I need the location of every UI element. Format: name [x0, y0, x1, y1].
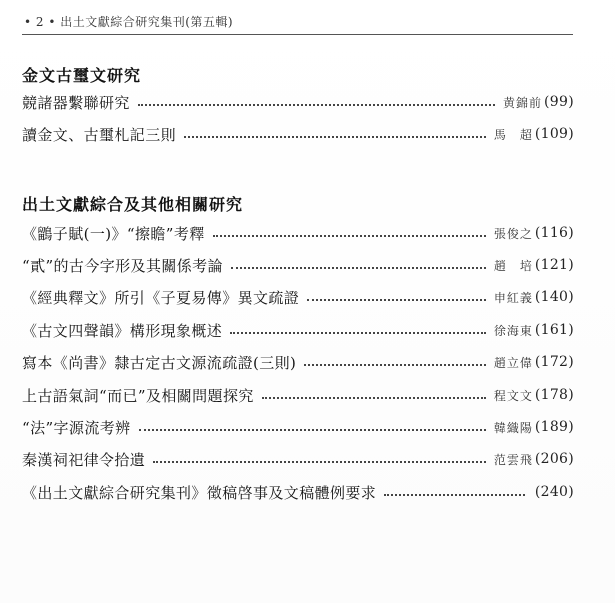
- entry-page: (178): [534, 387, 574, 403]
- entry-author: 程文文: [493, 388, 533, 403]
- entry-title: 《古文四聲韻》構形現象概述: [22, 321, 223, 340]
- dot-leader: [384, 494, 525, 496]
- entry-page: (116): [534, 225, 574, 241]
- entry-page: (240): [534, 484, 574, 500]
- entry-page: (109): [534, 126, 574, 142]
- dot-leader: [230, 332, 486, 334]
- dot-leader: [138, 104, 495, 106]
- header-rule: [22, 34, 573, 35]
- entry-title: 《鶹子賦(一)》“擦瞻”考釋: [22, 224, 205, 243]
- entry-title: 上古語氣詞“而已”及相關問題探究: [22, 386, 254, 405]
- entry-title: “貳”的古今字形及其關係考論: [22, 256, 223, 275]
- entry-author: 趙 培: [493, 258, 533, 273]
- entry-page: (121): [534, 257, 574, 273]
- entry-page: (206): [534, 451, 574, 467]
- toc-entry[interactable]: [22, 383, 574, 407]
- entry-page: (99): [544, 94, 574, 110]
- entry-title: 《出土文獻綜合研究集刊》徵稿啓事及文稿體例要求: [22, 483, 377, 502]
- dot-leader: [184, 136, 486, 138]
- toc-entry[interactable]: [22, 221, 574, 245]
- entry-title: “法”字源流考辨: [22, 418, 131, 437]
- dot-leader: [153, 461, 486, 463]
- toc-entry[interactable]: [22, 350, 574, 374]
- entry-page: (140): [534, 289, 574, 305]
- entry-page: (189): [534, 419, 574, 435]
- dot-leader: [139, 429, 486, 431]
- entry-title: 讀金文、古璽札記三則: [22, 125, 177, 144]
- entry-page: (172): [534, 354, 574, 370]
- entry-title: 競諸器繫聯研究: [22, 93, 130, 112]
- running-header: • 2 • 出土文獻綜合研究集刊(第五輯): [24, 15, 234, 29]
- entry-author: 張俊之: [493, 226, 533, 241]
- toc-entry[interactable]: [22, 480, 574, 504]
- entry-title: 《經典釋文》所引《子夏易傳》異文疏證: [22, 288, 300, 307]
- section-heading-excavated-texts: 出土文獻綜合及其他相關研究: [22, 195, 244, 214]
- entry-title: 秦漢祠祀律令拾遺: [22, 450, 146, 469]
- toc-entry[interactable]: [22, 90, 574, 114]
- dot-leader: [231, 267, 486, 269]
- dot-leader: [304, 364, 486, 366]
- toc-entry[interactable]: [22, 122, 574, 146]
- entry-author: 范雲飛: [493, 452, 533, 467]
- dot-leader: [262, 397, 486, 399]
- dot-leader: [307, 299, 486, 301]
- toc-entry[interactable]: [22, 318, 574, 342]
- entry-author: 韓織陽: [493, 420, 533, 435]
- entry-author: 申紅義: [493, 290, 533, 305]
- toc-entry[interactable]: [22, 285, 574, 309]
- toc-entry[interactable]: [22, 415, 574, 439]
- toc-entry[interactable]: [22, 253, 574, 277]
- entry-author: 趙立偉: [493, 355, 533, 370]
- entry-author: 徐海東: [493, 323, 533, 338]
- entry-title: 寫本《尚書》隸古定古文源流疏證(三則): [22, 353, 297, 372]
- dot-leader: [213, 235, 486, 237]
- entry-author: 馬 超: [493, 127, 533, 142]
- entry-page: (161): [534, 322, 574, 338]
- toc-entry[interactable]: [22, 447, 574, 471]
- entry-author: 黄錦前: [503, 95, 543, 110]
- section-heading-bronze-seal: 金文古璽文研究: [22, 66, 142, 85]
